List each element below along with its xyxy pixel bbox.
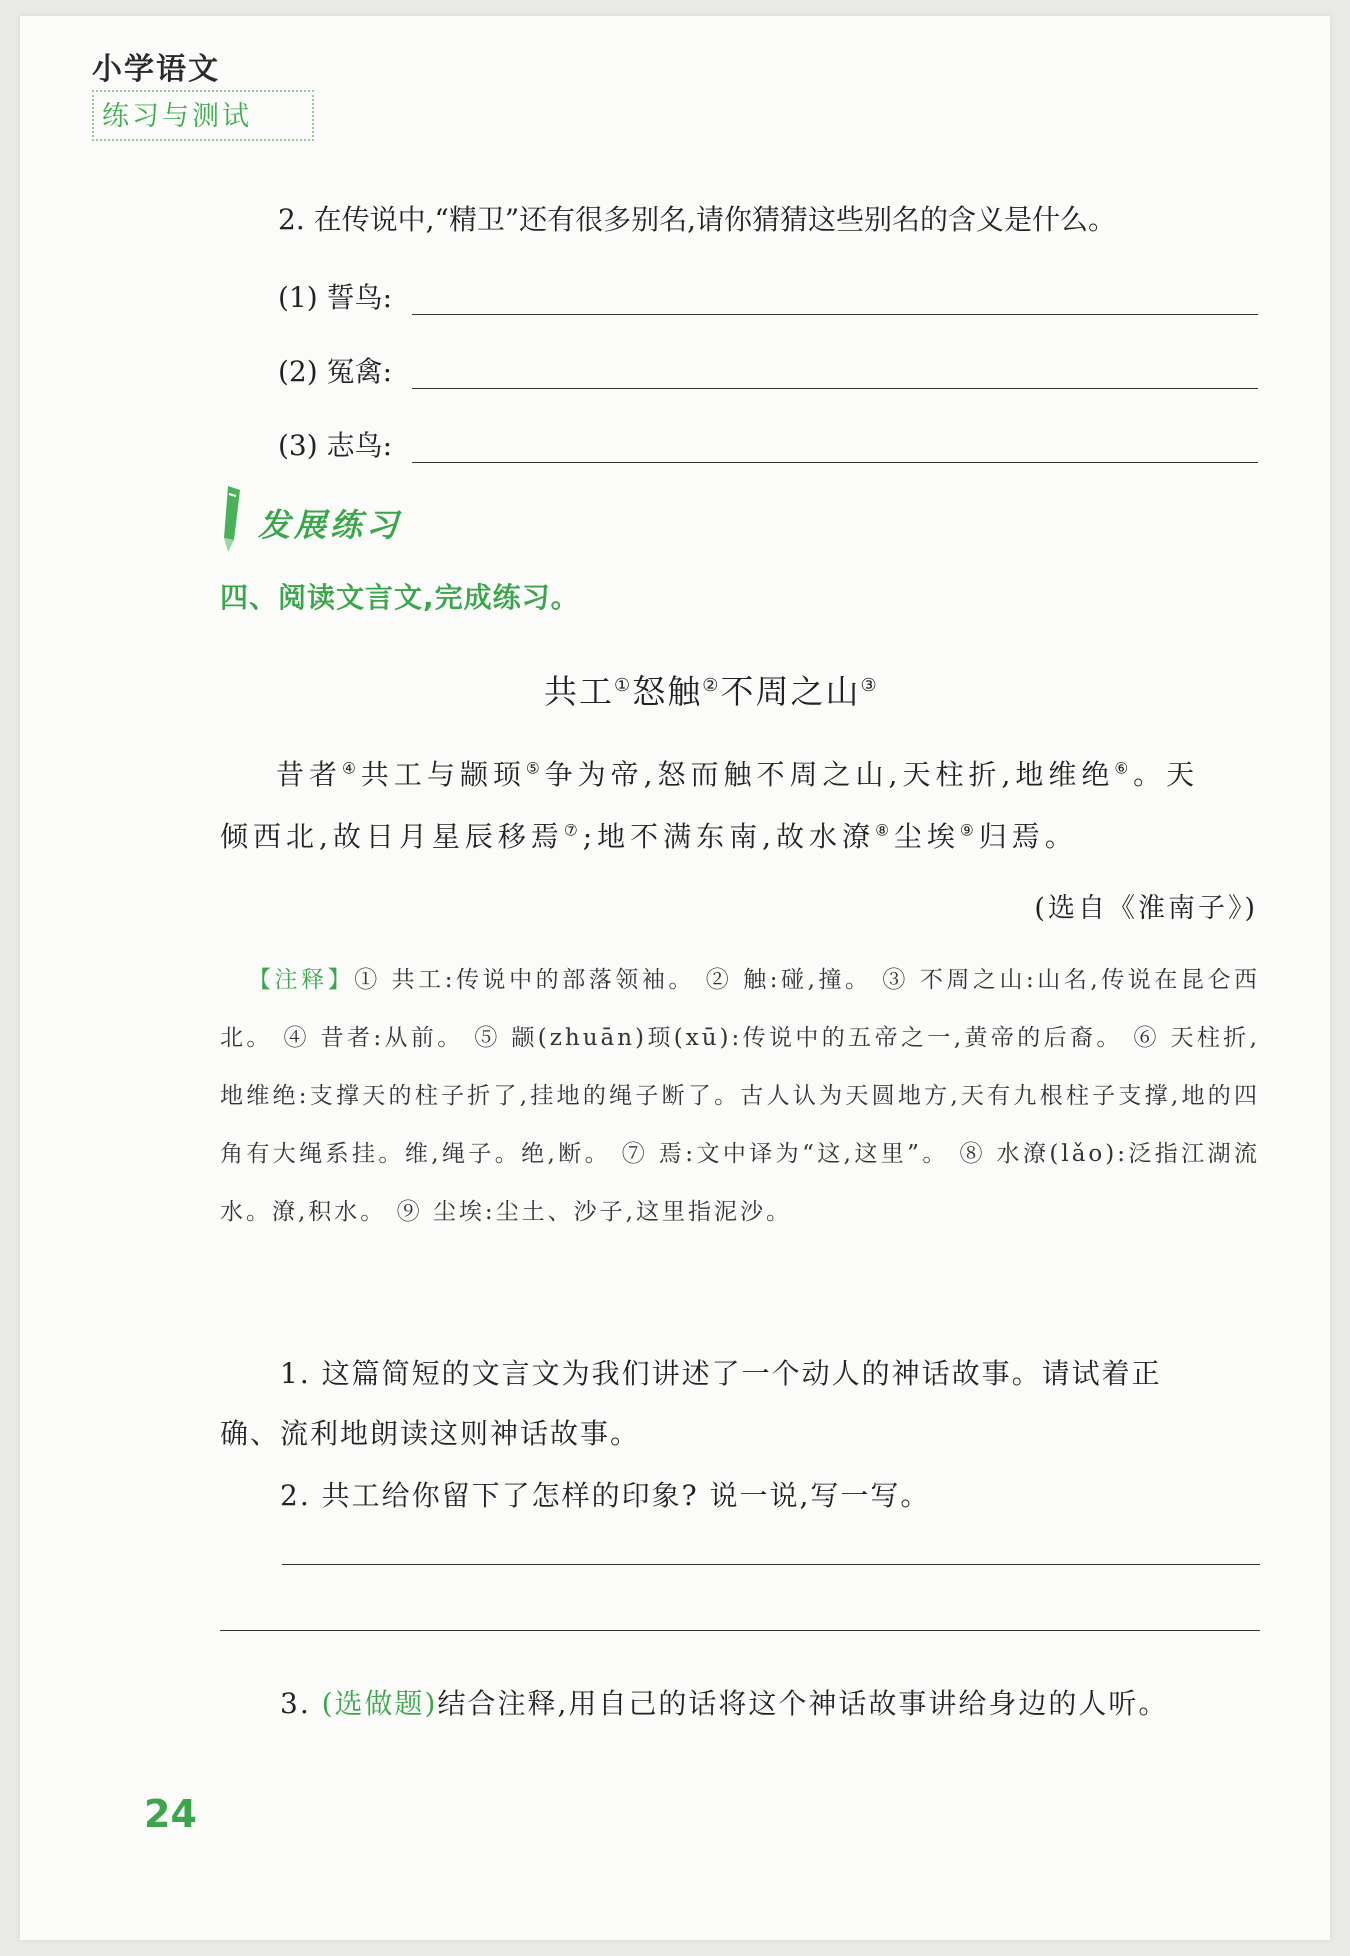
classical-text-line-1: 昔者④共工与颛顼⑤争为帝,怒而触不周之山,天柱折,地维绝⑥。天 xyxy=(276,758,1200,791)
alias-label-3: (3) 志鸟: xyxy=(278,429,392,462)
classical-text-body xyxy=(220,744,1260,868)
classical-text-line-2: 倾西北,故日月星辰移焉⑦;地不满东南,故水潦⑧尘埃⑨归焉。 xyxy=(220,820,1078,853)
question-2-impression: 2. 共工给你留下了怎样的印象? 说一说,写一写。 xyxy=(280,1479,931,1512)
source-citation: (选自《淮南子》) xyxy=(1034,893,1258,924)
question-1-line-1: 1. 这篇简短的文言文为我们讲述了一个动人的神话故事。请试着正 xyxy=(280,1357,1162,1390)
answer-line-1[interactable] xyxy=(412,314,1258,315)
alias-label-2: (2) 冤禽: xyxy=(278,355,392,388)
answer-line-impression-2[interactable] xyxy=(220,1630,1260,1631)
page-number: 24 xyxy=(144,1792,197,1836)
book-subtitle: 练习与测试 xyxy=(92,90,314,141)
pencil-icon xyxy=(220,484,242,554)
annotations-text: ① 共工:传说中的部落领袖。 ② 触:碰,撞。 ③ 不周之山:山名,传说在昆仑西北。 ④ 昔者:从前。 ⑤ 颛(zhuān)顼(xū):传说中的五帝之一,黄帝的后裔。 ⑥ 天柱折,地维绝:支撑天的柱子折了,挂地的绳子断了。古人认为天圆地方,天有九根柱子支撑,地的四角有大绳系挂。维,绳子。绝,断。 ⑦ 焉:文中译为“这,这里”。 ⑧ 水潦(lǎo):泛指江湖流水。潦,积水。 ⑨ 尘埃:尘土、沙子,这里指泥沙。 xyxy=(220,967,1260,1225)
optional-tag: (选做题) xyxy=(321,1687,438,1720)
answer-line-3[interactable] xyxy=(412,462,1258,463)
task-four-heading: 四、阅读文言文,完成练习。 xyxy=(220,581,580,614)
question-2-prompt: 2. 在传说中,“精卫”还有很多别名,请你猜猜这些别名的含义是什么。 xyxy=(278,203,1117,236)
answer-line-impression-1[interactable] xyxy=(282,1564,1260,1565)
book-header xyxy=(92,44,314,141)
answer-line-2[interactable] xyxy=(412,388,1258,389)
book-title: 小学语文 xyxy=(92,52,220,87)
classical-text-title: 共工①怒触②不周之山③ xyxy=(544,672,879,711)
question-3: 3. (选做题)结合注释,用自己的话将这个神话故事讲给身边的人听。 xyxy=(280,1687,1169,1720)
annotations-label: 【注释】 xyxy=(248,967,355,993)
alias-label-1: (1) 誓鸟: xyxy=(278,281,392,314)
workbook-page xyxy=(20,16,1330,1940)
section-title: 发展练习 xyxy=(258,506,403,544)
annotations xyxy=(220,951,1260,1241)
question-1-line-2: 确、流利地朗读这则神话故事。 xyxy=(220,1417,641,1450)
